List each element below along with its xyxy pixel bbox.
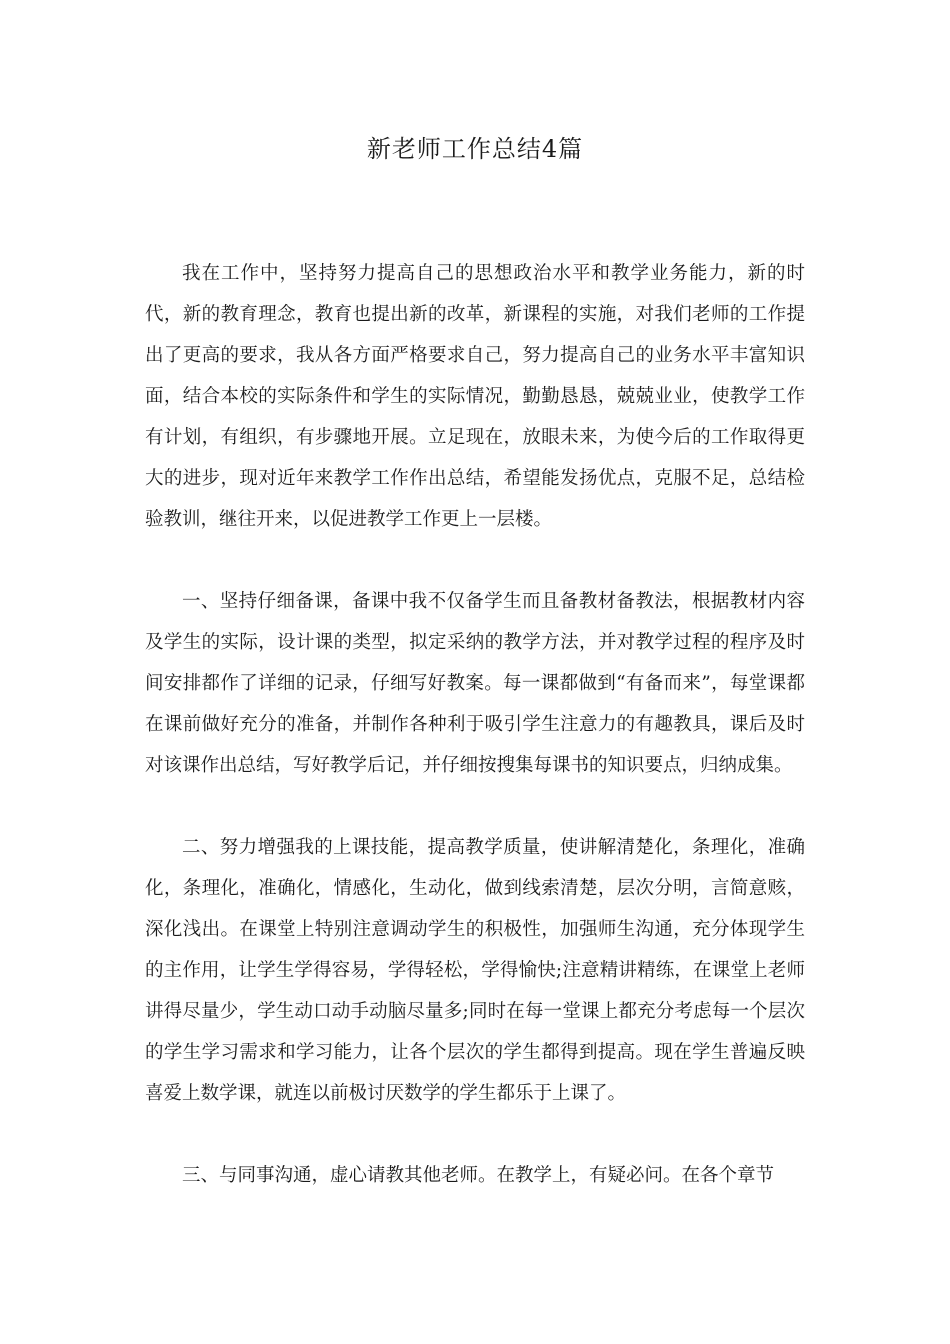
paragraph-section-3: 三、与同事沟通，虚心请教其他老师。在教学上，有疑必问。在各个章节 — [182, 1165, 775, 1186]
document-title: 新老师工作总结4篇 — [366, 135, 584, 163]
paragraph-section-2: 二、努力增强我的上课技能，提高教学质量，使讲解清楚化，条理化，准确化，条理化，准确化，情感化，生动化，做到线索清楚，层次分明，言简意赅，深化浅出。在课堂上特别注意调动学生的积极性，加强师生沟通，充分体现学生的主作用，让学生学得容易，学得轻松，学得愉快;注意精讲精练，在课堂上老师讲得尽量少，学生动口动手动脑尽量多;同时在每一堂课上都充分考虑每一个层次的学生学习需求和学习能力，让各个层次的学生都得到提高。现在学生普遍反映喜爱上数学课，就连以前极讨厌数学的学生都乐于上课了。 — [145, 837, 805, 1104]
document-body — [145, 253, 805, 1237]
paragraph-section-1: 一、坚持仔细备课，备课中我不仅备学生而且备教材备教法，根据教材内容及学生的实际，设计课的类型，拟定采纳的教学方法，并对教学过程的程序及时间安排都作了详细的记录，仔细写好教案。每一课都做到“有备而来”，每堂课都在课前做好充分的准备，并制作各种利于吸引学生注意力的有趣教具，课后及时对该课作出总结，写好教学后记，并仔细按搜集每课书的知识要点，归纳成集。 — [145, 591, 805, 776]
paragraph-intro: 我在工作中，坚持努力提高自己的思想政治水平和教学业务能力，新的时代，新的教育理念，教育也提出新的改革，新课程的实施，对我们老师的工作提出了更高的要求，我从各方面严格要求自己，努力提高自己的业务水平丰富知识面，结合本校的实际条件和学生的实际情况，勤勤恳恳，兢兢业业，使教学工作有计划，有组织，有步骤地开展。立足现在，放眼未来，为使今后的工作取得更大的进步，现对近年来教学工作作出总结，希望能发扬优点，克服不足，总结检验教训，继往开来，以促进教学工作更上一层楼。 — [145, 263, 805, 530]
